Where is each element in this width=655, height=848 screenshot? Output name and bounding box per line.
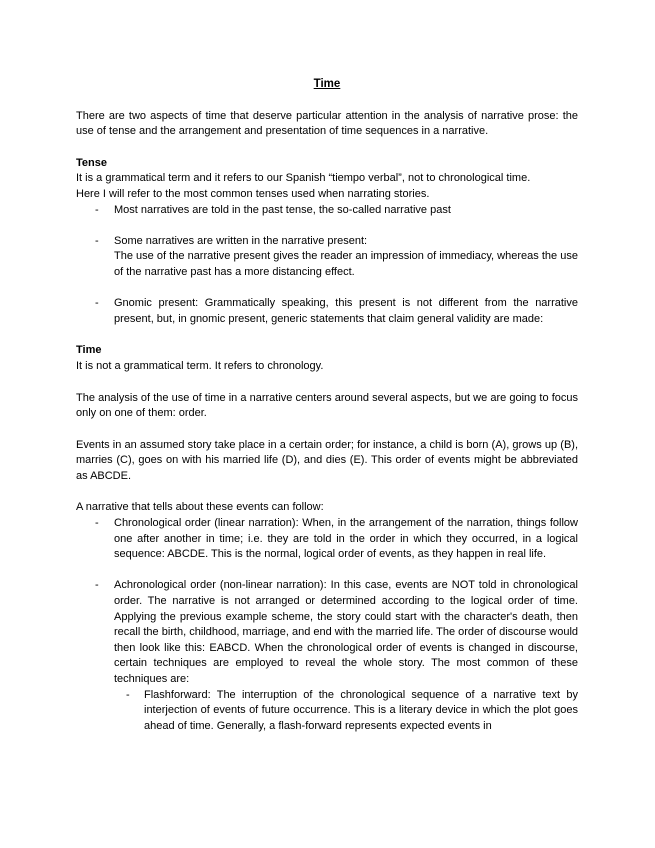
bullet-dash: - bbox=[95, 297, 99, 310]
list-item bbox=[76, 578, 578, 734]
list-item-text: Flashforward: The interruption of the chronological sequence of a narrative text by interjection of events of future occurrence. This is a literary device in which the plot goes ahead of time. Generally, a flash-forward represents expected events in bbox=[144, 688, 578, 732]
list-item bbox=[76, 234, 578, 281]
time-paragraph-1: It is not a grammatical term. It refers to chronology. bbox=[76, 359, 324, 372]
tense-paragraph-1: It is a grammatical term and it refers to our Spanish “tiempo verbal”, not to chronological time. bbox=[76, 172, 531, 185]
document-body bbox=[76, 77, 578, 734]
time-paragraph-2: The analysis of the use of time in a narrative centers around several aspects, but we are going to focus only on one of them: order. bbox=[76, 391, 578, 420]
bullet-dash: - bbox=[95, 203, 99, 216]
intro-paragraph: There are two aspects of time that deserve particular attention in the analysis of narrative prose: the use of tense and the arrangement and presentation of time sequences in a narrative. bbox=[76, 109, 578, 138]
time-paragraph-4: A narrative that tells about these events can follow: bbox=[76, 501, 324, 514]
bullet-dash: - bbox=[126, 688, 130, 701]
tense-heading: Tense bbox=[76, 156, 107, 169]
list-item-text: Gnomic present: Grammatically speaking, this present is not different from the narrative present, but, in gnomic present, generic statements that claim general validity are made: bbox=[114, 297, 578, 325]
list-item bbox=[114, 688, 578, 735]
time-paragraph-3: Events in an assumed story take place in a certain order; for instance, a child is born (A), grows up (B), marries (C), goes on with his married life (D), and dies (E). This order of events might be abbreviated as ABCDE. bbox=[76, 438, 578, 482]
time-heading: Time bbox=[76, 344, 102, 357]
list-item bbox=[76, 203, 578, 219]
tense-list bbox=[76, 203, 578, 328]
bullet-dash: - bbox=[95, 234, 99, 247]
list-item-text: Some narratives are written in the narrative present: bbox=[114, 234, 368, 247]
bullet-dash: - bbox=[95, 579, 99, 592]
list-item-text: Chronological order (linear narration): When, in the arrangement of the narration, things follow one after another in time; i.e. they are told in the order in which they occurred, in a logical sequence: ABCDE. This is the normal, logical order of events, as they happen in real life. bbox=[114, 517, 578, 561]
list-item bbox=[76, 516, 578, 563]
tense-paragraph-2: Here I will refer to the most common tenses used when narrating stories. bbox=[76, 187, 430, 200]
document-title: Time bbox=[313, 78, 341, 90]
list-item-text: Most narratives are told in the past tense, the so-called narrative past bbox=[114, 203, 451, 216]
list-item-text: Achronological order (non-linear narration): In this case, events are NOT told in chronological order. The narrative is not arranged or determined according to the logical order of time. Applying the previous example scheme, the story could start with the character's death, then recall the birth, childhood, marriage, and end with the married life. The order of discourse would then look like this: EABCD. When the chronological order of events is changed in discourse, certain techniques are employed to reveal the whole story. The most common of these techniques are: bbox=[114, 579, 578, 685]
list-item-detail: The use of the narrative present gives the reader an impression of immediacy, whereas the use of the narrative past has a more distancing effect. bbox=[114, 250, 578, 278]
order-list bbox=[76, 516, 578, 734]
bullet-dash: - bbox=[95, 517, 99, 530]
technique-list bbox=[114, 688, 578, 735]
list-item bbox=[76, 296, 578, 327]
